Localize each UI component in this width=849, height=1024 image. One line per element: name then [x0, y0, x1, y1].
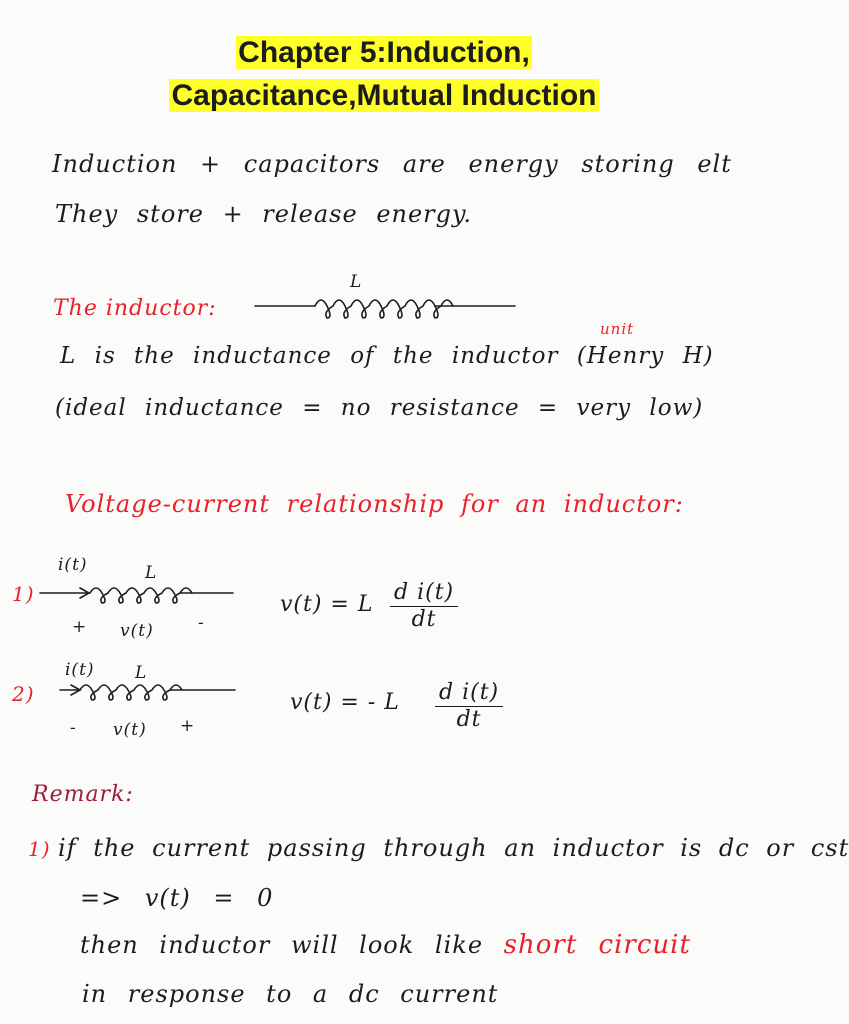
- case1-inductor-icon: [38, 585, 238, 613]
- remark-line-3-text: then inductor will look like: [80, 931, 484, 959]
- case1-coil-label: L: [145, 563, 158, 583]
- vc-heading: Voltage-current relationship for an inductor:: [65, 490, 684, 518]
- case2-equation-denominator: dt: [456, 707, 482, 732]
- inductor-line-2: (ideal inductance = no resistance = very low): [55, 395, 704, 421]
- intro-line-1: Induction + capacitors are energy storing elt: [52, 150, 732, 178]
- remark-line-1: if the current passing through an inductor is dc or cst: [58, 834, 849, 862]
- case2-inductor-icon: [40, 684, 240, 712]
- remark-line-3: [80, 930, 691, 960]
- title-line-2: [0, 77, 768, 115]
- title-line-2-text: Capacitance,Mutual Induction: [171, 79, 597, 112]
- case2-voltage-label: v(t): [113, 720, 147, 740]
- case1-equation-numerator: d i(t): [390, 580, 458, 607]
- case1-voltage-label: v(t): [120, 621, 154, 641]
- case2-equation-numerator: d i(t): [435, 680, 503, 707]
- case1-current-label: i(t): [58, 555, 88, 575]
- case2-current-label: i(t): [65, 660, 95, 680]
- case1-equation-lhs: v(t) = L: [280, 592, 374, 617]
- title-line-1-text: Chapter 5:Induction,: [238, 36, 530, 69]
- remark-heading: Remark:: [32, 782, 134, 807]
- title-line-1: [0, 34, 768, 72]
- case1-minus: -: [198, 613, 205, 633]
- case2-equation-fraction: [435, 680, 503, 732]
- intro-line-2: They store + release energy.: [55, 200, 473, 228]
- case1-equation-denominator: dt: [411, 607, 437, 632]
- case2-marker: 2): [12, 682, 35, 706]
- case1-equation-fraction: [390, 580, 458, 632]
- case2-equation-lhs: v(t) = - L: [290, 690, 400, 715]
- case1-plus: +: [72, 617, 88, 637]
- inductor-heading: The inductor:: [53, 296, 217, 321]
- remark-line-2: => v(t) = 0: [80, 884, 274, 912]
- inductor-symbol-label: L: [350, 272, 363, 292]
- case1-marker: 1): [12, 582, 35, 606]
- inductor-symbol-icon: [255, 294, 520, 324]
- case2-minus: -: [70, 718, 77, 738]
- unit-note: unit: [600, 320, 635, 338]
- case2-plus: +: [180, 716, 196, 736]
- short-circuit-highlight: short circuit: [503, 930, 691, 960]
- case2-coil-label: L: [135, 663, 148, 683]
- remark-line-1-marker: 1): [28, 837, 51, 861]
- remark-line-4: in response to a dc current: [82, 980, 499, 1008]
- inductor-line-1: L is the inductance of the inductor (Henry H): [60, 343, 714, 369]
